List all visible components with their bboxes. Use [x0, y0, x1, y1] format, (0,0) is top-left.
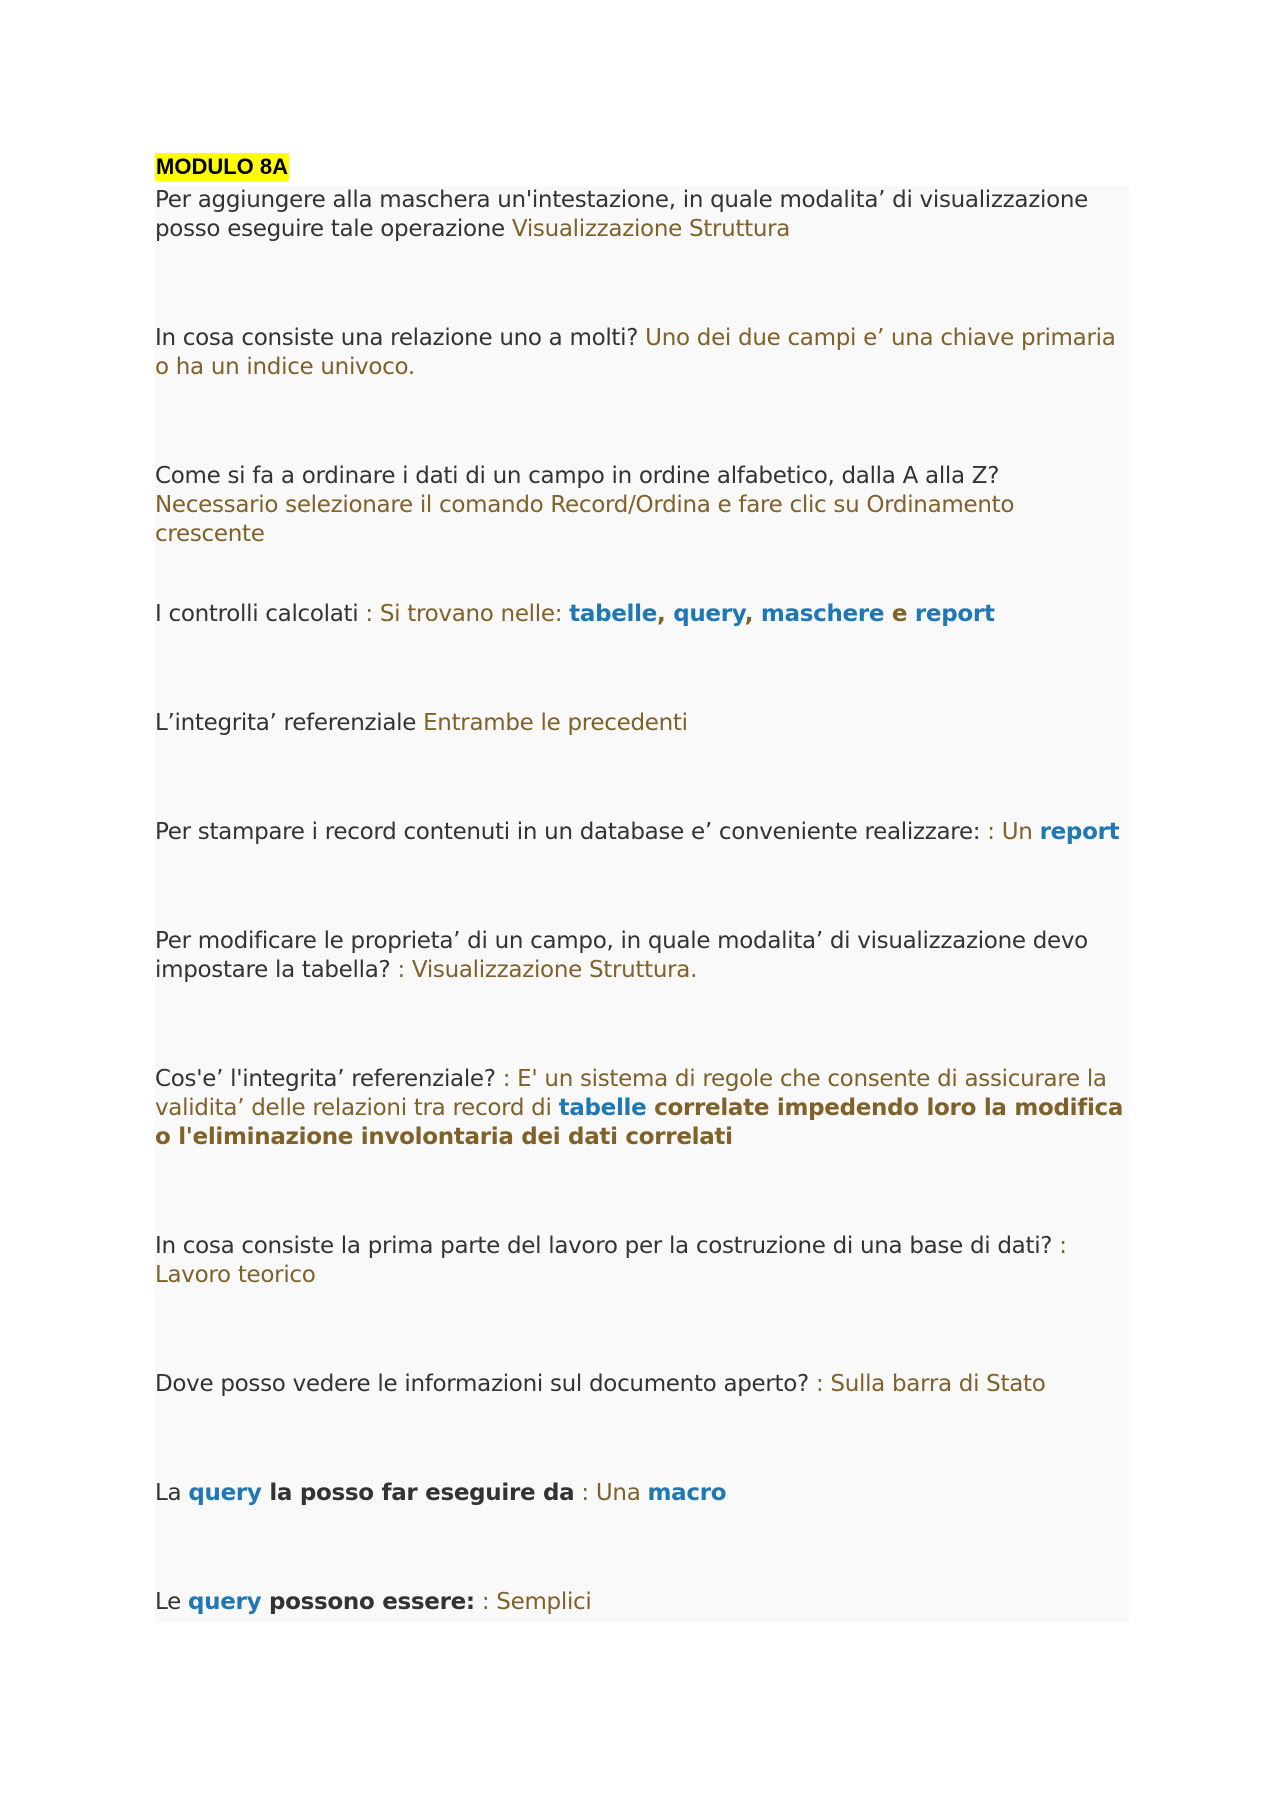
question-text: Le [155, 1589, 188, 1615]
answer-bold-text: correlate impedendo loro la modifica o l'eliminazione involontaria dei dati correlati [155, 1095, 1124, 1150]
question-text: Per aggiungere alla maschera un'intestazione, in quale modalita’ di visualizzazione posso eseguire tale operazione [155, 187, 1088, 242]
qa-item [155, 1479, 1129, 1508]
question-text: I controlli calcolati [155, 601, 366, 627]
keyword: tabelle [569, 601, 658, 627]
keyword: macro [647, 1480, 727, 1506]
question-bold-text: possono essere: [261, 1589, 475, 1615]
qa-item [155, 600, 1129, 629]
answer-text: : Una [574, 1480, 648, 1506]
answer-text: : Si trovano nelle: [365, 601, 570, 627]
keyword: query [188, 1480, 262, 1506]
question-text: In cosa consiste una relazione uno a molti? [155, 325, 646, 351]
keyword: report [1039, 819, 1120, 845]
keyword: report [914, 601, 995, 627]
keyword: query [187, 1589, 262, 1615]
document-title: MODULO 8A [156, 154, 288, 179]
qa-item [155, 1232, 1129, 1290]
qa-item [155, 1370, 1129, 1399]
qa-item [155, 1065, 1129, 1152]
qa-item [155, 186, 1129, 244]
answer-text: : Semplici [474, 1589, 592, 1615]
question-text: La [155, 1480, 189, 1506]
qa-item [155, 324, 1129, 382]
keyword: query [673, 601, 745, 627]
question-text: Per modificare le proprieta’ di un campo, in quale modalita’ di visualizzazione devo impostare la tabella? [155, 928, 1088, 983]
answer-separator: e [884, 601, 915, 627]
qa-item [155, 1588, 1129, 1617]
answer-text: : Lavoro teorico [155, 1233, 1067, 1288]
answer-text: Entrambe le precedenti [423, 710, 688, 736]
answer-text: : Un [987, 819, 1040, 845]
qa-item [155, 927, 1129, 985]
answer-separator: , [744, 601, 761, 627]
qa-item [155, 462, 1129, 549]
keyword: maschere [760, 601, 885, 627]
question-text: In cosa consiste la prima parte del lavoro per la costruzione di una base di dati? [155, 1233, 1060, 1259]
question-text: L’integrita’ referenziale [155, 710, 424, 736]
keyword: tabelle [558, 1095, 647, 1121]
answer-text: Visualizzazione Struttura [511, 216, 791, 242]
question-text: Dove posso vedere le informazioni sul documento aperto? [155, 1371, 816, 1397]
qa-item [155, 818, 1129, 847]
qa-item [155, 709, 1129, 738]
answer-text: Uno dei due campi e’ una chiave primaria o ha un indice univoco. [155, 325, 1116, 380]
question-bold-text: la posso far eseguire da [261, 1480, 575, 1506]
answer-text: : Visualizzazione Struttura. [397, 957, 698, 983]
content-panel [155, 186, 1129, 1622]
question-text: Per stampare i record contenuti in un database e’ conveniente realizzare: [155, 819, 988, 845]
answer-text: Necessario selezionare il comando Record/Ordina e fare clic su Ordinamento crescente [155, 492, 1015, 547]
answer-separator: , [657, 601, 674, 627]
answer-text: : E' un sistema di regole che consente di assicurare la validita’ delle relazioni tra record di [155, 1066, 1107, 1121]
answer-text: : Sulla barra di Stato [815, 1371, 1046, 1397]
question-text: Come si fa a ordinare i dati di un campo in ordine alfabetico, dalla A alla Z? [155, 463, 1000, 489]
question-text: Cos'e’ l'integrita’ referenziale? [155, 1066, 503, 1092]
